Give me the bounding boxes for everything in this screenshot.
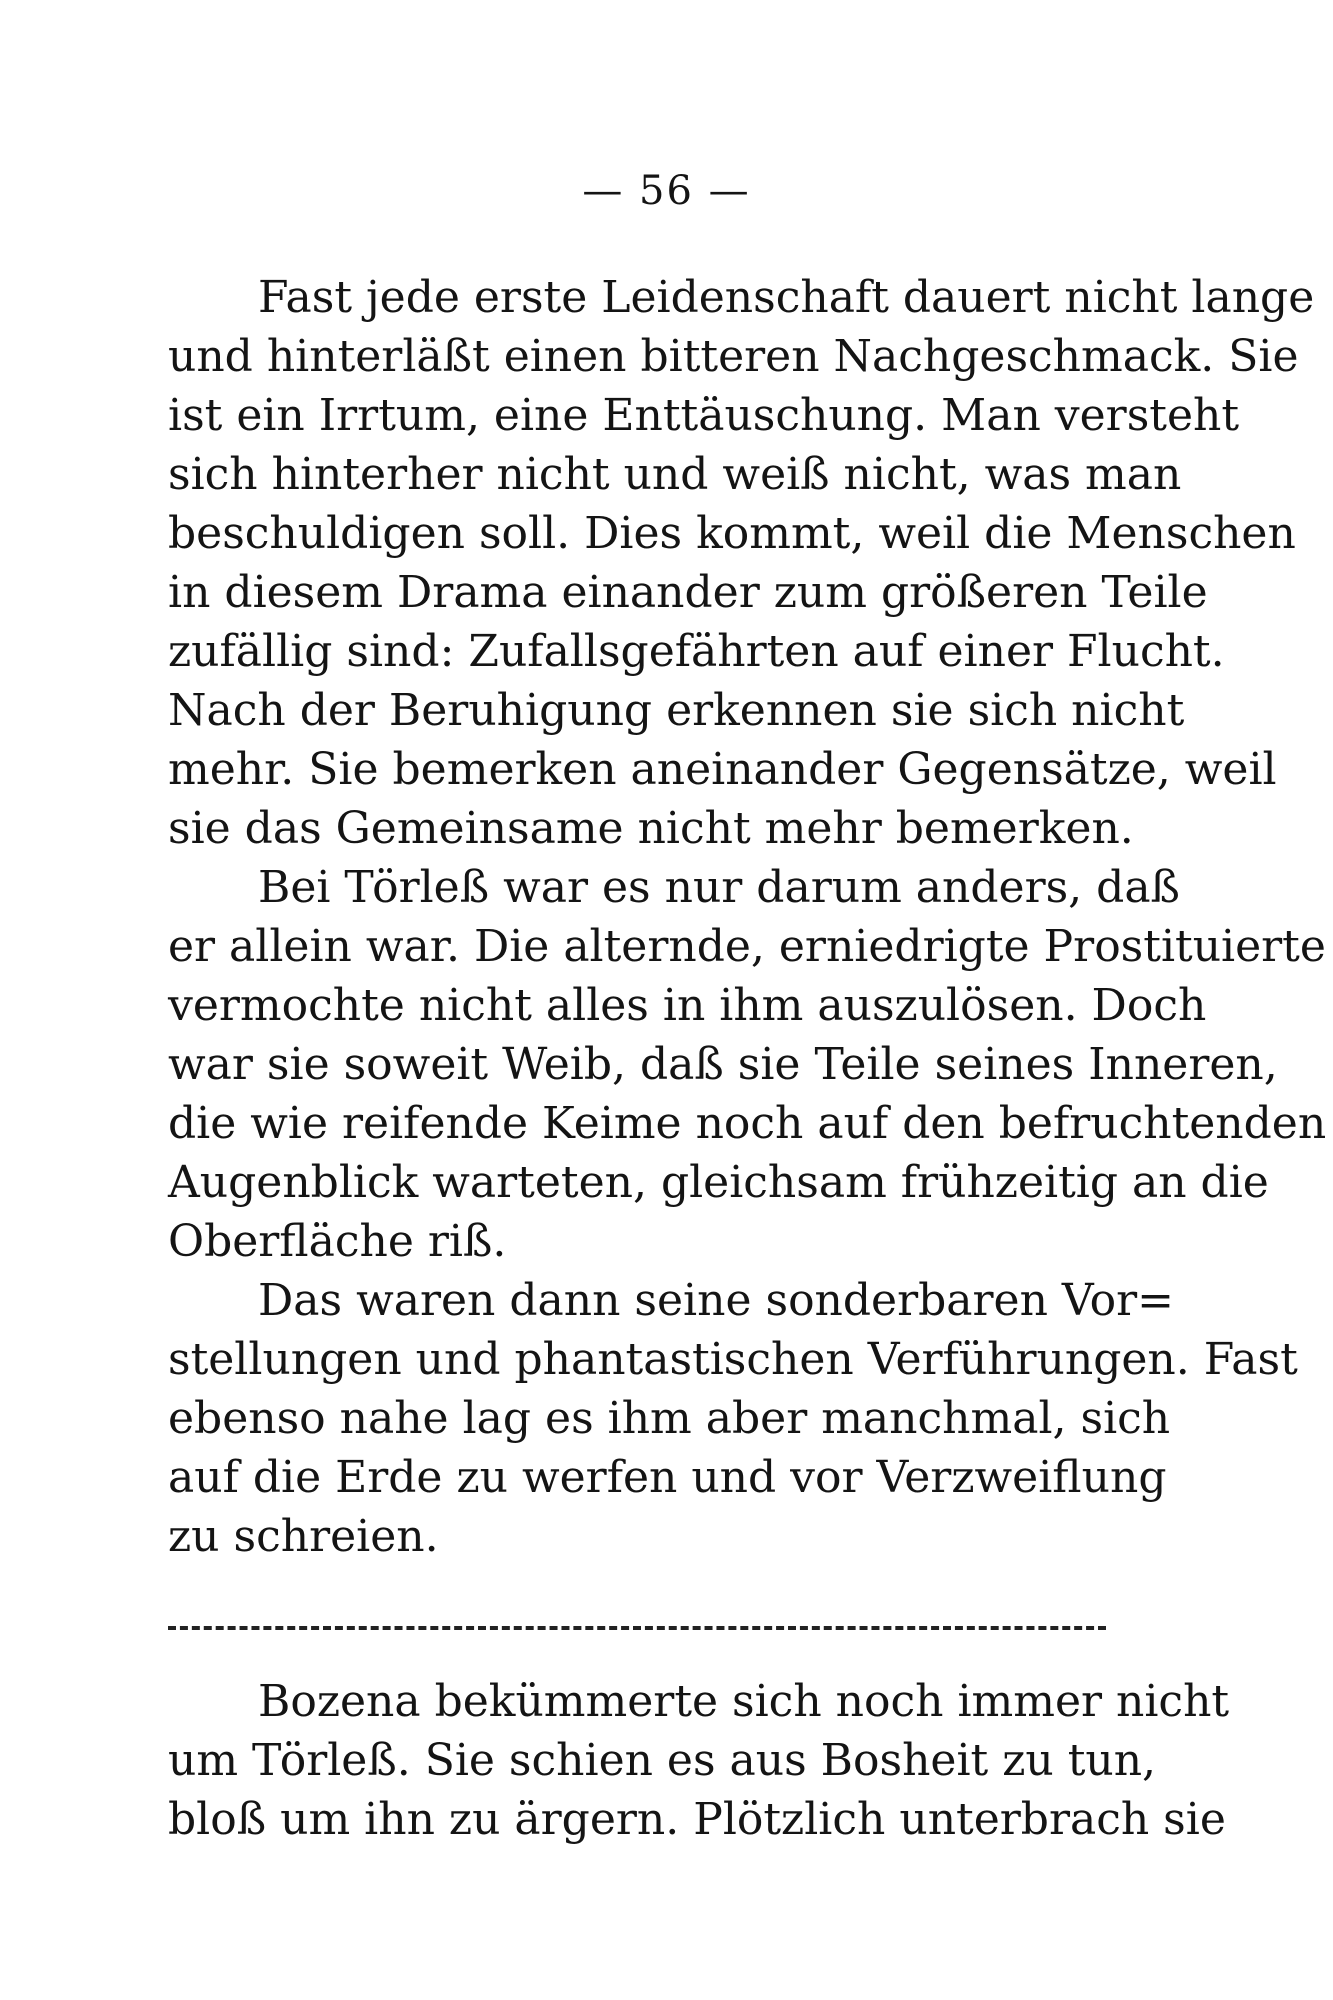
text-line: Fast jede erste Leidenschaft dauert nicht lange [258, 272, 1315, 323]
section-separator [168, 1626, 1106, 1630]
text-line: stellungen und phantastischen Verführungen. Fast [168, 1334, 1298, 1385]
text-line: zufällig sind: Zufallsgefährten auf einer Flucht. [168, 626, 1225, 677]
text-line: vermochte nicht alles in ihm auszulösen. Doch [168, 980, 1207, 1031]
text-line: die wie reifende Keime noch auf den befruchtenden [168, 1098, 1327, 1149]
text-line: er allein war. Die alternde, erniedrigte Prostituierte [168, 921, 1326, 972]
paragraph-1 [168, 268, 1315, 858]
text-line: auf die Erde zu werfen und vor Verzweiflung [168, 1452, 1167, 1503]
text-line: mehr. Sie bemerken aneinander Gegensätze, weil [168, 744, 1277, 795]
text-section-2 [168, 1672, 1230, 1849]
text-section-1 [168, 268, 1327, 1566]
text-line: Bei Törleß war es nur darum anders, daß [258, 862, 1180, 913]
page-number: — 56 — [582, 168, 751, 214]
text-line: und hinterläßt einen bitteren Nachgeschmack. Sie [168, 331, 1299, 382]
text-line: bloß um ihn zu ärgern. Plötzlich unterbrach sie [168, 1794, 1226, 1845]
text-line: Oberfläche riß. [168, 1216, 507, 1267]
text-line: Das waren dann seine sonderbaren Vor= [258, 1275, 1175, 1326]
text-line: Nach der Beruhigung erkennen sie sich nicht [168, 685, 1185, 736]
text-line: sich hinterher nicht und weiß nicht, was man [168, 449, 1182, 500]
text-line: Augenblick warteten, gleichsam frühzeitig an die [168, 1157, 1269, 1208]
text-line: zu schreien. [168, 1511, 439, 1562]
text-line: ist ein Irrtum, eine Enttäuschung. Man versteht [168, 390, 1240, 441]
text-line: Bozena bekümmerte sich noch immer nicht [258, 1676, 1230, 1727]
paragraph-3 [168, 1271, 1298, 1566]
text-line: um Törleß. Sie schien es aus Bosheit zu tun, [168, 1735, 1157, 1786]
text-line: in diesem Drama einander zum größeren Teile [168, 567, 1208, 618]
text-line: ebenso nahe lag es ihm aber manchmal, sich [168, 1393, 1171, 1444]
text-line: war sie soweit Weib, daß sie Teile seines Inneren, [168, 1039, 1278, 1090]
text-line: sie das Gemeinsame nicht mehr bemerken. [168, 803, 1134, 854]
paragraph-2 [168, 858, 1327, 1271]
paragraph-4 [168, 1672, 1230, 1849]
text-line: beschuldigen soll. Dies kommt, weil die Menschen [168, 508, 1296, 559]
